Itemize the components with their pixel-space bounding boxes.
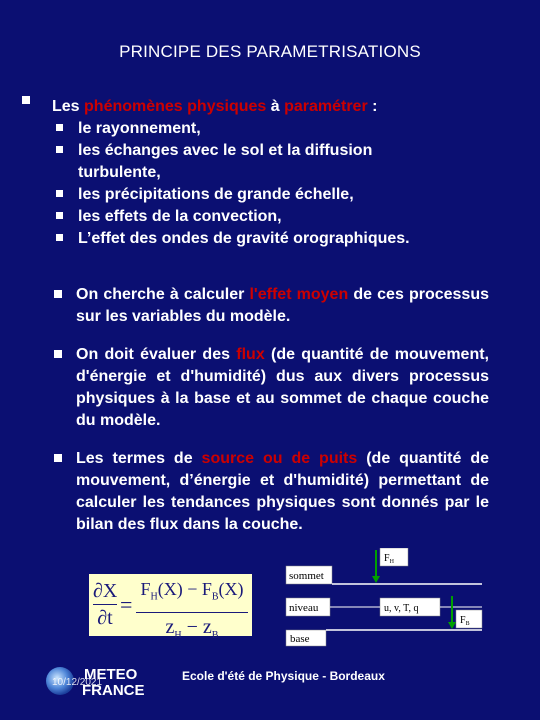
bullet-icon <box>54 454 62 462</box>
sommet-label: sommet <box>289 570 324 582</box>
formula-rhs-numerator: $F_H(X) - F_B(X)$ <box>140 579 244 603</box>
bullet-phenomenes-text: Les phénomènes physiques à paramétrer : <box>52 98 378 115</box>
highlight-parametrer: paramétrer <box>284 98 368 115</box>
formula-lhs-denominator: ∂t <box>97 607 113 629</box>
highlight-source-puits: source ou de puits <box>201 450 358 467</box>
formula-equals: = <box>120 592 133 617</box>
bullet-source-puits: Les termes de source ou de puits (de quantité de mouvement, d’énergie et d'humidité) permettant de calculer les tendances physiques sont donnés par le bilan des flux dans la couche. <box>76 448 489 536</box>
flux-top-label: $F_H$ <box>384 553 394 565</box>
sub-item-convection: les effets de la convection, <box>56 206 456 228</box>
sub-item-ondes-gravite: L’effet des ondes de gravité orographiques. <box>56 228 456 250</box>
flux-bottom-label: $F_B$ <box>460 615 470 627</box>
sub-item-echanges: les échanges avec le sol et la diffusion turbulente, <box>56 140 456 184</box>
logo-line2: FRANCE <box>82 682 145 698</box>
sub-bullet-icon <box>56 212 63 219</box>
sub-bullet-icon <box>56 234 63 241</box>
layer-diagram-svg <box>284 548 484 650</box>
bullet-phenomenes <box>52 96 492 250</box>
layer-diagram <box>284 548 484 650</box>
bullet-icon <box>54 350 62 358</box>
bullet-flux: On doit évaluer des flux (de quantité de mouvement, d'énergie et d'humidité) dus aux divers processus physiques à la base et au sommet de chaque couche du modèle. <box>76 344 489 432</box>
bullet-effet-moyen: On cherche à calculer l'effet moyen de ces processus sur les variables du modèle. <box>76 284 489 328</box>
bullet-icon <box>22 96 30 104</box>
highlight-flux: flux <box>236 346 265 363</box>
formula-rhs-denominator: $z_H - z_B$ <box>165 615 219 641</box>
flux-bottom-arrowhead <box>448 622 456 629</box>
logo-line1: METEO <box>84 666 138 683</box>
sub-bullet-icon <box>56 146 63 153</box>
flux-top-arrowhead <box>372 576 380 583</box>
sub-bullet-icon <box>56 190 63 197</box>
meteo-france-logo <box>46 664 150 698</box>
formula-lhs-numerator: ∂X <box>93 580 118 602</box>
sub-bullet-icon <box>56 124 63 131</box>
sub-item-precipitations: les précipitations de grande échelle, <box>56 184 456 206</box>
sub-item-rayonnement: le rayonnement, <box>56 118 456 140</box>
logo-svg <box>46 664 150 698</box>
footer-text: Ecole d'été de Physique - Bordeaux <box>182 669 385 683</box>
tendency-formula <box>89 574 252 641</box>
date-overlay: 10/12/2021 <box>52 677 103 688</box>
variables-label: u, v, T, q <box>384 603 419 614</box>
page-title: PRINCIPE DES PARAMETRISATIONS <box>119 42 421 61</box>
bullet-icon <box>54 290 62 298</box>
base-label: base <box>290 633 310 645</box>
highlight-phenomenes: phénomènes physiques <box>84 98 267 115</box>
highlight-effet-moyen: l'effet moyen <box>249 286 349 303</box>
niveau-label: niveau <box>289 602 319 614</box>
